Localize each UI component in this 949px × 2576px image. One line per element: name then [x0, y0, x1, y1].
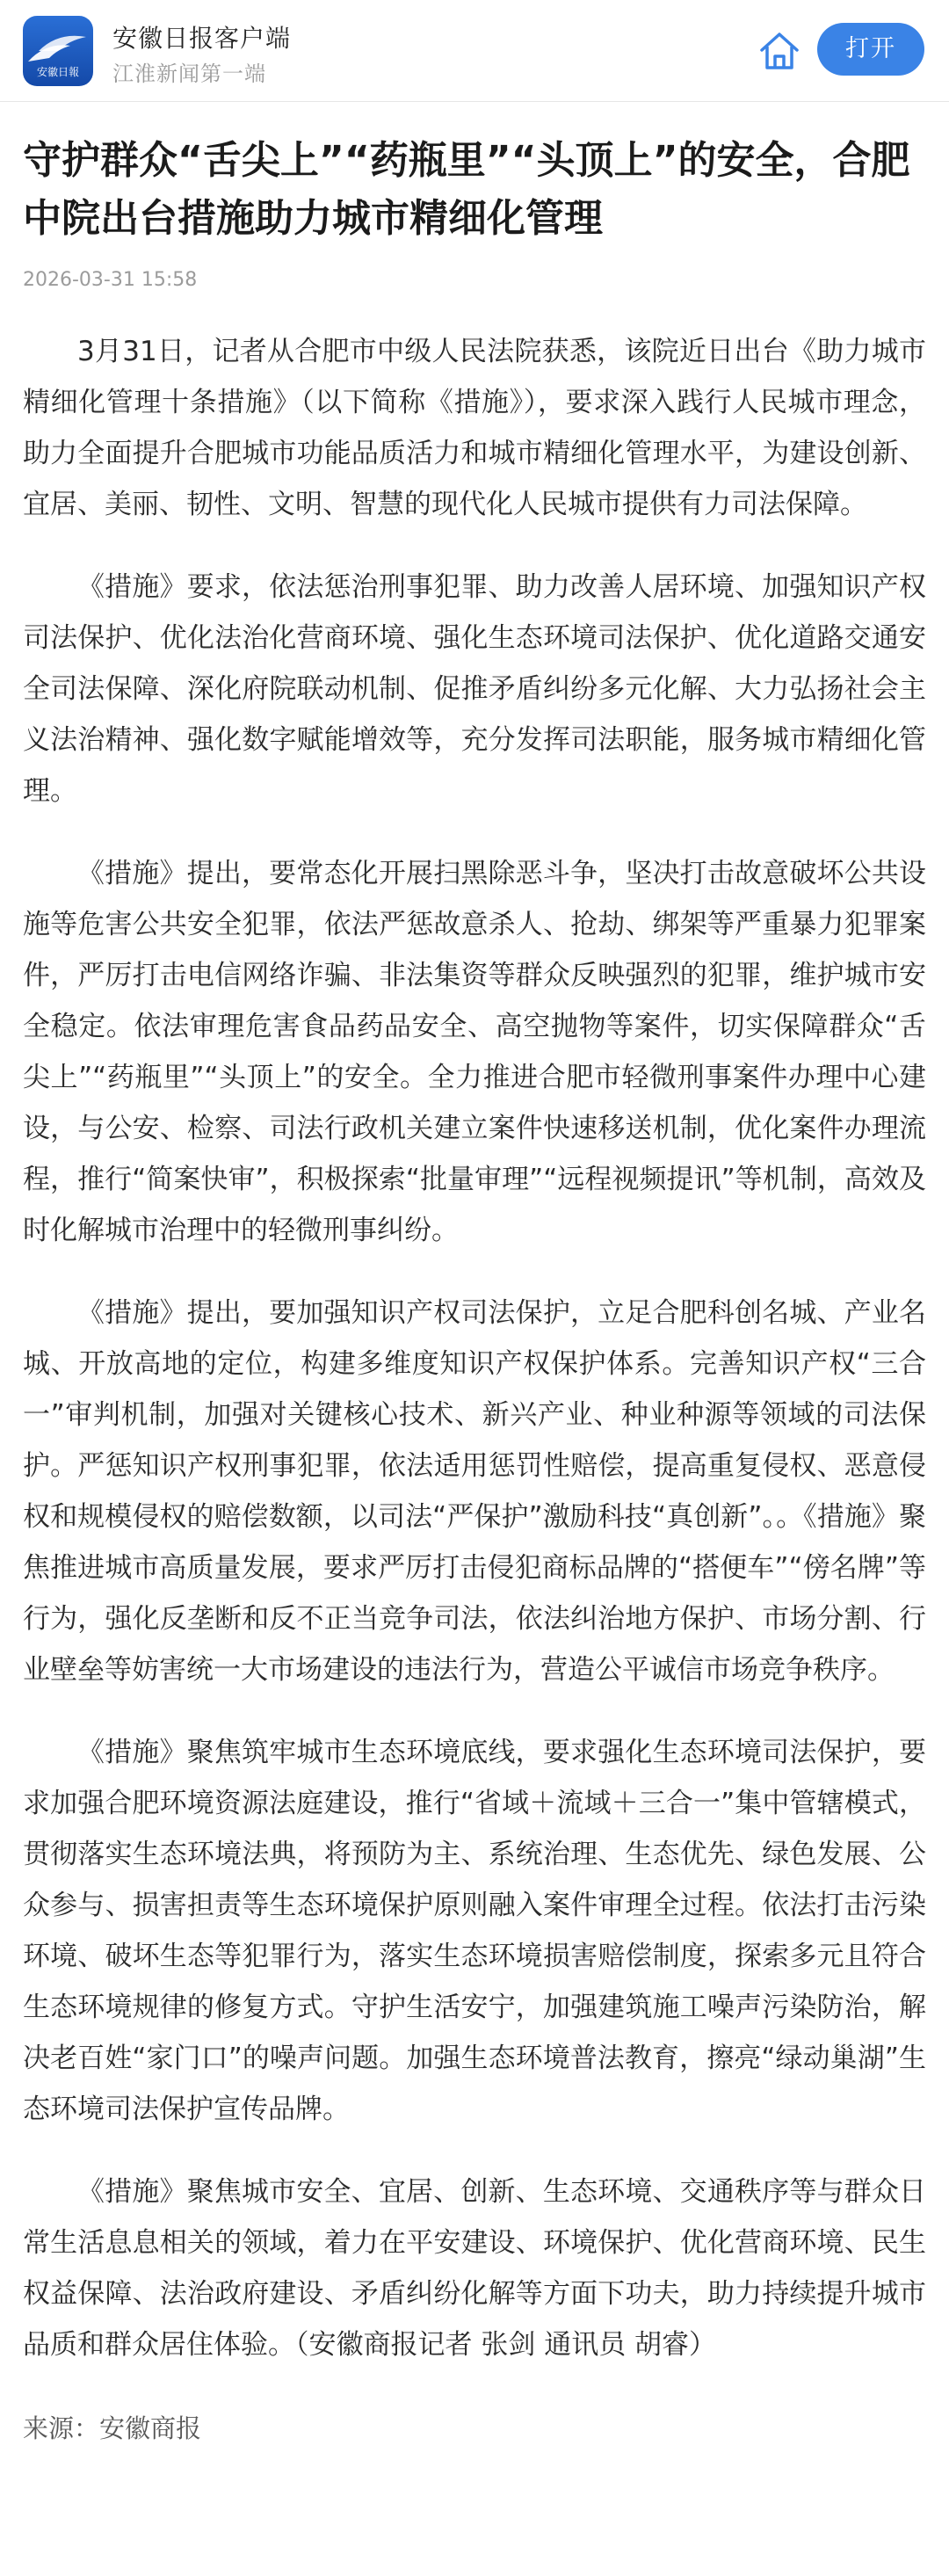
article-title: 守护群众“舌尖上”“药瓶里”“头顶上”的安全，合肥中院出台措施助力城市精细化管理: [23, 138, 910, 241]
app-slogan: 江淮新闻第一端: [112, 62, 266, 86]
app-name: 安徽日报客户端: [112, 24, 292, 53]
app-logo[interactable]: [23, 16, 93, 86]
article-paragraph: 《措施》聚焦城市安全、宜居、创新、生态环境、交通秩序等与群众日常生活息息相关的领域，着力在平安建设、环境保护、优化营商环境、民生权益保障、法治政府建设、矛盾纠纷化解等方面下功夫，助力持续提升城市品质和群众居住体验。（安徽商报记者 张剑 通讯员 胡睿）: [23, 2176, 926, 2361]
publish-date: 2026-03-31 15:58: [23, 269, 198, 291]
top-app-banner: [0, 0, 949, 102]
article: [23, 132, 926, 2445]
home-icon[interactable]: [757, 30, 801, 72]
logo-text: 安徽日報: [36, 66, 80, 78]
article-paragraph: 《措施》提出，要加强知识产权司法保护，立足合肥科创名城、产业名城、开放高地的定位，构建多维度知识产权保护体系。完善知识产权“三合一”审判机制，加强对关键核心技术、新兴产业、种业种源等领域的司法保护。严惩知识产权刑事犯罪，依法适用惩罚性赔偿，提高重复侵权、恶意侵权和规模侵权的赔偿数额，以司法“严保护”激励科技“真创新”。。《措施》聚焦推进城市高质量发展，要求严厉打击侵犯商标品牌的“搭便车”“傍名牌”等行为，强化反垄断和反不正当竞争司法，依法纠治地方保护、市场分割、行业壁垒等妨害统一大市场建设的违法行为，营造公平诚信市场竞争秩序。: [23, 1297, 926, 1686]
article-paragraph: 《措施》聚焦筑牢城市生态环境底线，要求强化生态环境司法保护，要求加强合肥环境资源法庭建设，推行“省域＋流域＋三合一”集中管辖模式，贯彻落实生态环境法典，将预防为主、系统治理、生态优先、绿色发展、公众参与、损害担责等生态环境保护原则融入案件审理全过程。依法打击污染环境、破坏生态等犯罪行为，落实生态环境损害赔偿制度，探索多元且符合生态环境规律的修复方式。守护生活安宁，加强建筑施工噪声污染防治，解决老百姓“家门口”的噪声问题。加强生态环境普法教育，擦亮“绿动巢湖”生态环境司法保护宣传品牌。: [23, 1737, 926, 2125]
article-paragraph: 《措施》提出，要常态化开展扫黑除恶斗争，坚决打击故意破坏公共设施等危害公共安全犯罪，依法严惩故意杀人、抢劫、绑架等严重暴力犯罪案件，严厉打击电信网络诈骗、非法集资等群众反映强烈的犯罪，维护城市安全稳定。依法审理危害食品药品安全、高空抛物等案件，切实保障群众“舌尖上”“药瓶里”“头顶上”的安全。全力推进合肥市轻微刑事案件办理中心建设，与公安、检察、司法行政机关建立案件快速移送机制，优化案件办理流程，推行“简案快审”，积极探索“批量审理”“远程视频提讯”等机制，高效及时化解城市治理中的轻微刑事纠纷。: [23, 858, 926, 1246]
open-app-button[interactable]: 打开: [817, 23, 924, 76]
article-source: 来源：安徽商报: [23, 2413, 202, 2443]
logo-icon: [23, 16, 93, 86]
article-paragraph: 3月31日，记者从合肥市中级人民法院获悉，该院近日出台《助力城市精细化管理十条措施》（以下简称《措施》），要求深入践行人民城市理念，助力全面提升合肥城市功能品质活力和城市精细化管理水平，为建设创新、宜居、美丽、韧性、文明、智慧的现代化人民城市提供有力司法保障。: [23, 336, 926, 520]
article-paragraph: 《措施》要求，依法惩治刑事犯罪、助力改善人居环境、加强知识产权司法保护、优化法治化营商环境、强化生态环境司法保护、优化道路交通安全司法保障、深化府院联动机制、促推矛盾纠纷多元化解、大力弘扬社会主义法治精神、强化数字赋能增效等，充分发挥司法职能，服务城市精细化管理。: [23, 571, 926, 807]
